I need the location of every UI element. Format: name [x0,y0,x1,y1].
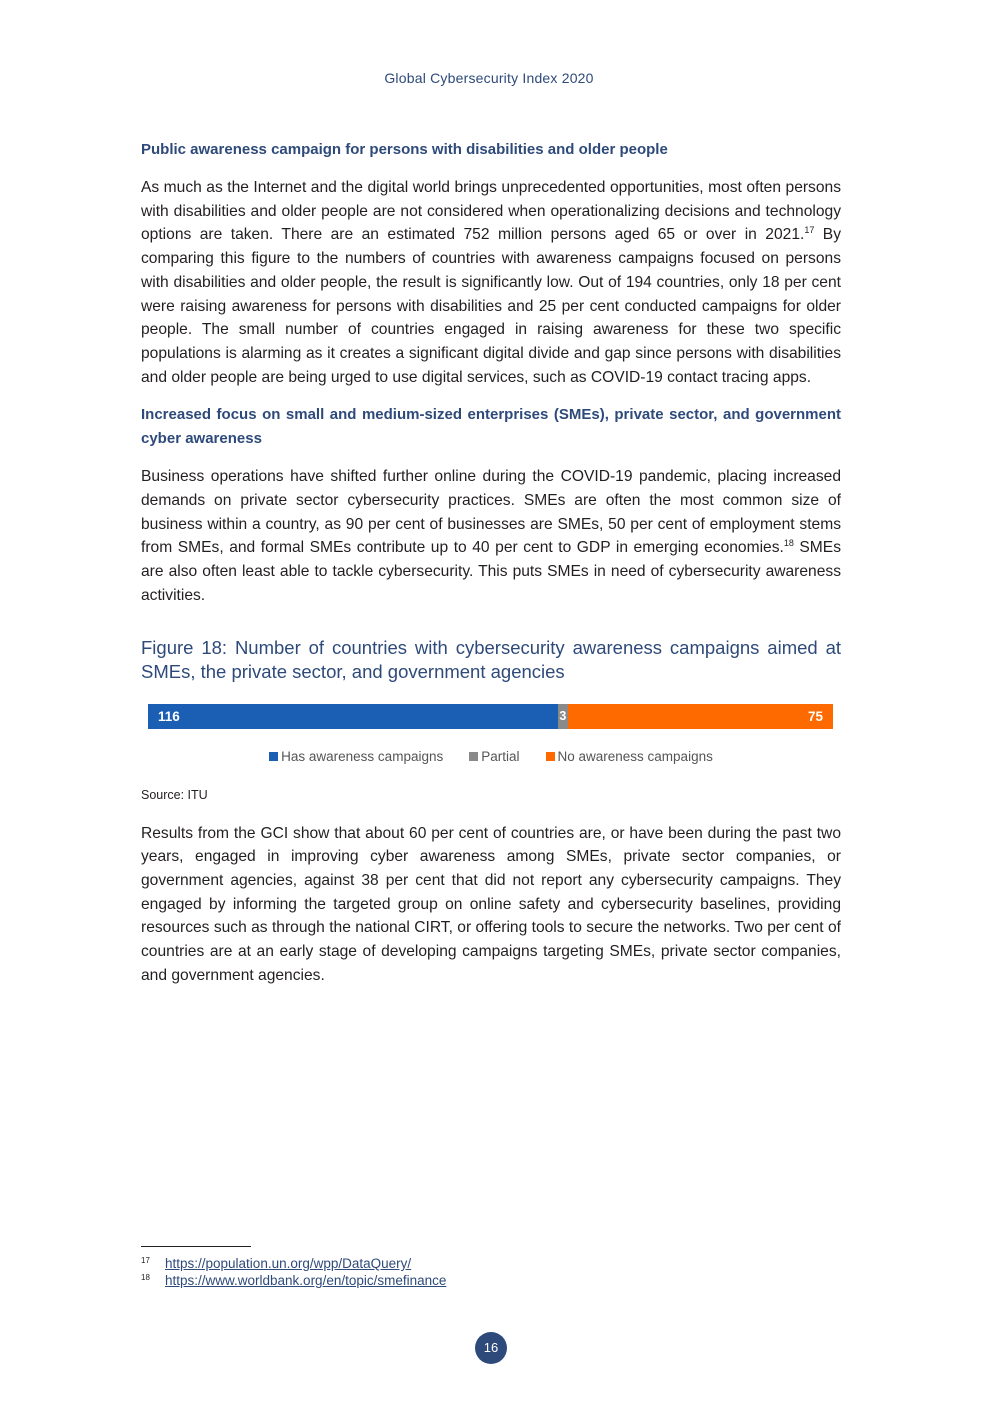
section-heading-smes: Increased focus on small and medium-sized enterprises (SMEs), private sector, and government cyber awareness [141,406,841,448]
bar-segment-no-campaigns: 75 [568,704,833,729]
chart-legend [141,749,841,764]
legend-label: Partial [481,748,520,764]
legend-item-partial [469,749,519,764]
footnote-item [141,1272,446,1289]
bar-segment-has-campaigns: 116 [148,704,558,729]
main-content [141,138,841,1001]
legend-swatch [546,752,555,761]
paragraph-text: As much as the Internet and the digital world brings unprecedented opportunities, most often persons with disabilities and older people are not considered when operationalizing decisions and technology options are taken. There are an estimated 752 million persons aged 65 or over in 2021. [141,179,841,244]
bar-segment-partial: 3 [558,704,569,729]
paragraph-text: By comparing this figure to the numbers of countries with awareness campaigns focused on persons with disabilities and older people, the result is significantly low. Out of 194 countries, only 18 per cent were raising awareness for persons with disabilities and 25 per cent conducted campaigns for older people. The small number of countries engaged in raising awareness for these two specific populations is alarming as it creates a significant digital divide and gap since persons with disabilities and older people are being urged to use digital services, such as COVID-19 contact tracing apps. [141,226,842,386]
footnote-ref[interactable]: 18 [783,538,794,549]
figure-source: Source: ITU [141,787,208,802]
legend-swatch [469,752,478,761]
legend-item-no-campaigns [546,749,713,764]
footnote-link[interactable]: https://www.worldbank.org/en/topic/smefinance [165,1273,447,1288]
footnote-number: 18 [141,1273,150,1282]
footnotes [141,1255,446,1289]
paragraph-text: SMEs are also often least able to tackle cybersecurity. This puts SMEs in need of cybersecurity awareness activities. [141,539,841,604]
footnote-link[interactable]: https://population.un.org/wpp/DataQuery/ [165,1256,412,1271]
paragraph-results: Results from the GCI show that about 60 per cent of countries are, or have been during the past two years, engaged in improving cyber awareness among SMEs, private sector companies, or government agencies, against 38 per cent that did not report any cybersecurity campaigns. They engaged by informing the targeted group on online safety and cybersecurity baselines, providing resources such as through the national CIRT, or offering tools to secure the networks. Two per cent of countries are at an early stage of developing campaigns targeting SMEs, private sector companies, and government agencies. [141,824,841,984]
paragraph-text: Business operations have shifted further online during the COVID-19 pandemic, placing increased demands on private sector cybersecurity practices. SMEs are often the most common size of business within a country, as 90 per cent of businesses are SMEs, 50 per cent of employment stems from SMEs, and formal SMEs contribute up to 40 per cent to GDP in emerging economies. [141,468,841,557]
legend-label: No awareness campaigns [557,748,713,764]
figure-title: Figure 18: Number of countries with cybersecurity awareness campaigns aimed at SMEs, the private sector, and government agencies [141,636,841,682]
footnote-number: 17 [141,1256,150,1265]
legend-swatch [269,752,278,761]
stacked-bar [148,704,833,729]
legend-item-has-campaigns [269,749,443,764]
footnote-ref[interactable]: 17 [804,225,815,236]
paragraph-disabilities [141,176,841,389]
footnote-divider [141,1246,251,1247]
stacked-bar-chart [141,696,841,786]
page-number: 16 [475,1332,507,1364]
running-header: Global Cybersecurity Index 2020 [384,70,594,86]
legend-label: Has awareness campaigns [281,748,444,764]
paragraph-smes [141,465,841,607]
section-heading-disabilities: Public awareness campaign for persons with disabilities and older people [141,141,668,158]
footnote-item [141,1255,446,1272]
